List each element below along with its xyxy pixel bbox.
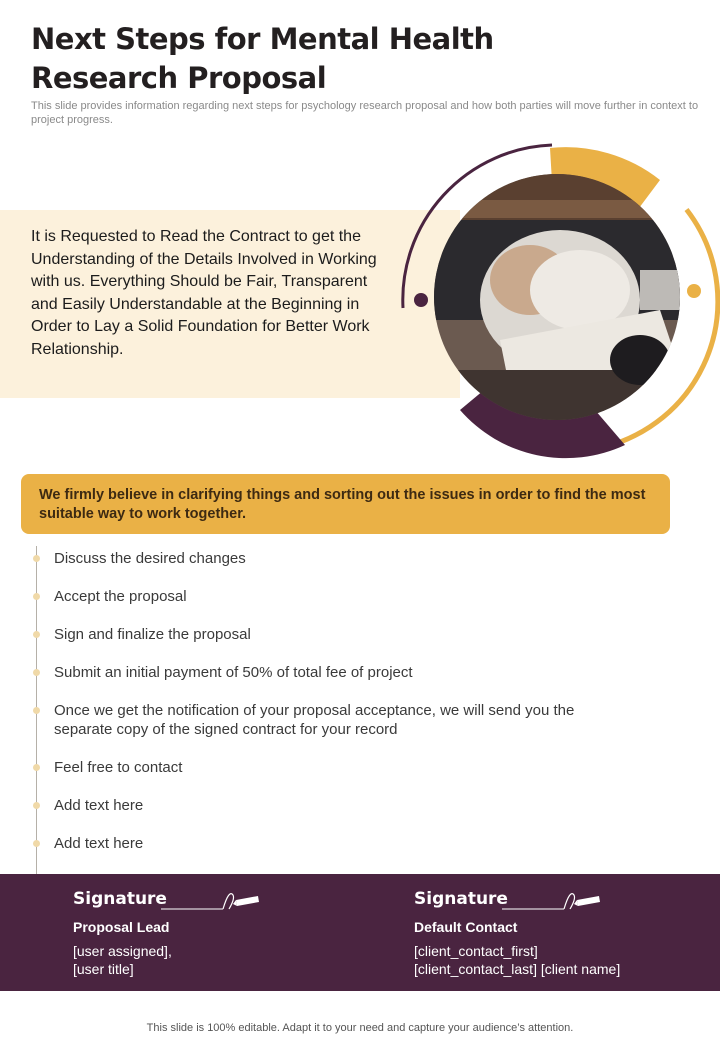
intro-text: It is Requested to Read the Contract to get the Understanding of the Details Involved in Working with us. Everything Should be Fair, Transparent and Easily Understandable at the Beginning in Order to Lay a Solid Foundation for Better Work Relationship.: [31, 228, 377, 358]
signature-pen-icon: [414, 880, 614, 920]
step-dot: [33, 631, 40, 638]
photo-graphic: [400, 140, 720, 465]
footer-note: This slide is 100% editable. Adapt it to your need and capture your audience’s attention.: [146, 1022, 574, 1034]
signature-section: [0, 874, 720, 991]
signature-role: Proposal Lead: [73, 919, 170, 935]
step-dot: [33, 840, 40, 847]
list-item: Accept the proposal: [54, 588, 187, 605]
photo-image: [420, 160, 700, 440]
step-dot: [33, 764, 40, 771]
step-dot: [33, 555, 40, 562]
list-item: Discuss the desired changes: [54, 550, 246, 567]
list-item: Add text here: [54, 797, 144, 814]
step-dot: [33, 707, 40, 714]
list-item: Sign and finalize the proposal: [54, 626, 251, 643]
signature-pen-icon: [73, 880, 273, 920]
page-subtitle: This slide provides information regarding next steps for psychology research proposal and how both parties will move further in context to project progress.: [31, 100, 699, 126]
highlight-banner: We firmly believe in clarifying things and sorting out the issues in order to find the most suitable way to work together.: [21, 474, 670, 534]
signature-name: [client_contact_first]: [414, 943, 538, 959]
step-dot: [33, 593, 40, 600]
signature-role: Default Contact: [414, 919, 518, 935]
signature-detail: [client_contact_last] [client name]: [414, 961, 621, 977]
signature-title: Signature: [414, 889, 508, 909]
list-item: Add text here: [54, 835, 144, 852]
signature-title: Signature: [73, 889, 167, 909]
step-dot: [33, 802, 40, 809]
signature-name: [user assigned],: [73, 943, 172, 959]
list-item: Once we get the notification of your proposal acceptance, we will send you the separate copy of the signed contract for your record: [54, 702, 575, 738]
list-item: Feel free to contact: [54, 759, 183, 776]
step-dot: [33, 669, 40, 676]
signature-detail: [user title]: [73, 961, 134, 977]
gold-dot: [687, 284, 701, 298]
list-item: Submit an initial payment of 50% of total fee of project: [54, 664, 413, 681]
purple-dot: [414, 293, 428, 307]
page-title: Next Steps for Mental Health Research Proposal: [31, 22, 494, 95]
